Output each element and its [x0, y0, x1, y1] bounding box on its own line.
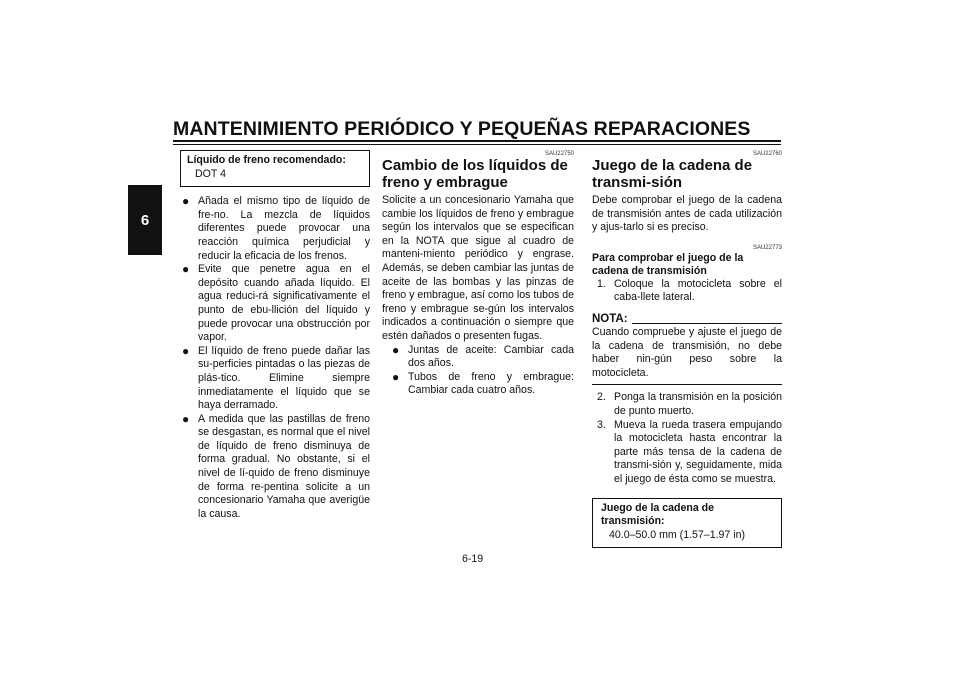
column-middle — [382, 150, 574, 398]
step-list — [592, 278, 782, 305]
list-item: ● A medida que las pastillas de freno se desgastan, es normal que el nivel de líquido de freno disminuya de forma gradual. No obstante, si el nivel de lí-quido de freno disminuye de forma re-pentina solicite a un concesionario Yamaha que averigüe la causa. — [182, 411, 370, 520]
chapter-tab: 6 — [128, 185, 162, 255]
section-heading: Juego de la cadena de transmi-sión — [592, 157, 753, 191]
bullet-icon: ● — [182, 194, 190, 209]
spec-value: 40.0–50.0 mm (1.57–1.97 in) — [609, 528, 746, 541]
list-item: 2. Ponga la transmisión en la posición de punto muerto. — [597, 391, 782, 417]
subsection-heading: Para comprobar el juego de la cadena de transmisión — [592, 251, 744, 277]
list-item: ● Añada el mismo tipo de líquido de fre-no. La mezcla de líquidos diferentes puede provocar una reacción química perjudicial y reducir la eficacia de los frenos. — [182, 194, 370, 262]
bullet-icon: ● — [182, 262, 190, 277]
list-item: ● Tubos de freno y embrague: Cambiar cada cuatro años. — [392, 369, 574, 397]
subsection-code: SAU22773 — [752, 244, 782, 251]
spec-value: DOT 4 — [195, 167, 227, 180]
spec-title: Líquido de freno recomendado: — [187, 154, 346, 166]
list-item: ● Evite que penetre agua en el depósito cuando añada líquido. El agua reduci-rá significativamente el punto de ebu-llición del líquido y puede provocar una obstrucción por vapor. — [182, 262, 370, 344]
section-heading: Cambio de los líquidos de freno y embrague — [382, 157, 568, 191]
bullet-list — [382, 344, 574, 398]
bullet-icon: ● — [392, 369, 400, 384]
section-code: SAU22750 — [544, 151, 574, 157]
section-intro: Debe comprobar el juego de la cadena de transmisión antes de cada utilización y ajus-tarlo si es preciso. — [592, 194, 782, 234]
section-body: Solicite a un concesionario Yamaha que cambie los líquidos de freno y embrague según los intervalos que se especifican en la NOTA que sigue al cuadro de manteni-miento periódico y engrase. Además, se deben cambiar las juntas de aceite de las bombas y las pinzas de freno y embrague, así como los tubos de freno y embrague se-gún los intervalos indicados a continuación o siempre que estén dañados o presenten fugas. — [382, 194, 574, 342]
nota-header — [592, 313, 782, 326]
bullet-list — [180, 195, 370, 521]
header-rule — [173, 140, 781, 142]
nota-rule — [632, 323, 782, 324]
step-list — [592, 391, 782, 486]
spec-box-brake-fluid — [180, 150, 370, 187]
header-rule-thin — [173, 144, 781, 145]
section-code: SAU22760 — [752, 151, 782, 157]
nota-text: Cuando compruebe y ajuste el juego de la cadena de transmisión, no debe haber nin-gún peso sobre la motocicleta. — [592, 325, 782, 379]
bullet-icon: ● — [182, 411, 190, 426]
spec-box-chain-slack — [592, 498, 782, 549]
page-header-title: MANTENIMIENTO PERIÓDICO Y PEQUEÑAS REPARACIONES — [173, 118, 751, 140]
spec-title: Juego de la cadena de transmisión: — [601, 501, 715, 528]
list-item: 1. Coloque la motocicleta sobre el caba-llete lateral. — [597, 277, 782, 304]
nota-label: NOTA: — [592, 312, 628, 325]
column-right — [592, 150, 782, 548]
list-item: ● Juntas de aceite: Cambiar cada dos años. — [392, 342, 574, 370]
list-item: ● El líquido de freno puede dañar las su-perficies pintadas o las piezas de plás-tico. Elimine siempre inmediatamente el líquido que se haya derramado. — [182, 343, 370, 412]
column-left — [180, 150, 370, 521]
nota-end-rule — [592, 384, 782, 385]
list-item: 3. Mueva la rueda trasera empujando la motocicleta hasta encontrar la parte más tensa de la cadena de transmi-sión y, seguidamente, mida el juego de ésta como se muestra. — [597, 418, 782, 485]
bullet-icon: ● — [182, 343, 190, 358]
page-number: 6-19 — [462, 553, 484, 565]
bullet-icon: ● — [392, 342, 400, 357]
